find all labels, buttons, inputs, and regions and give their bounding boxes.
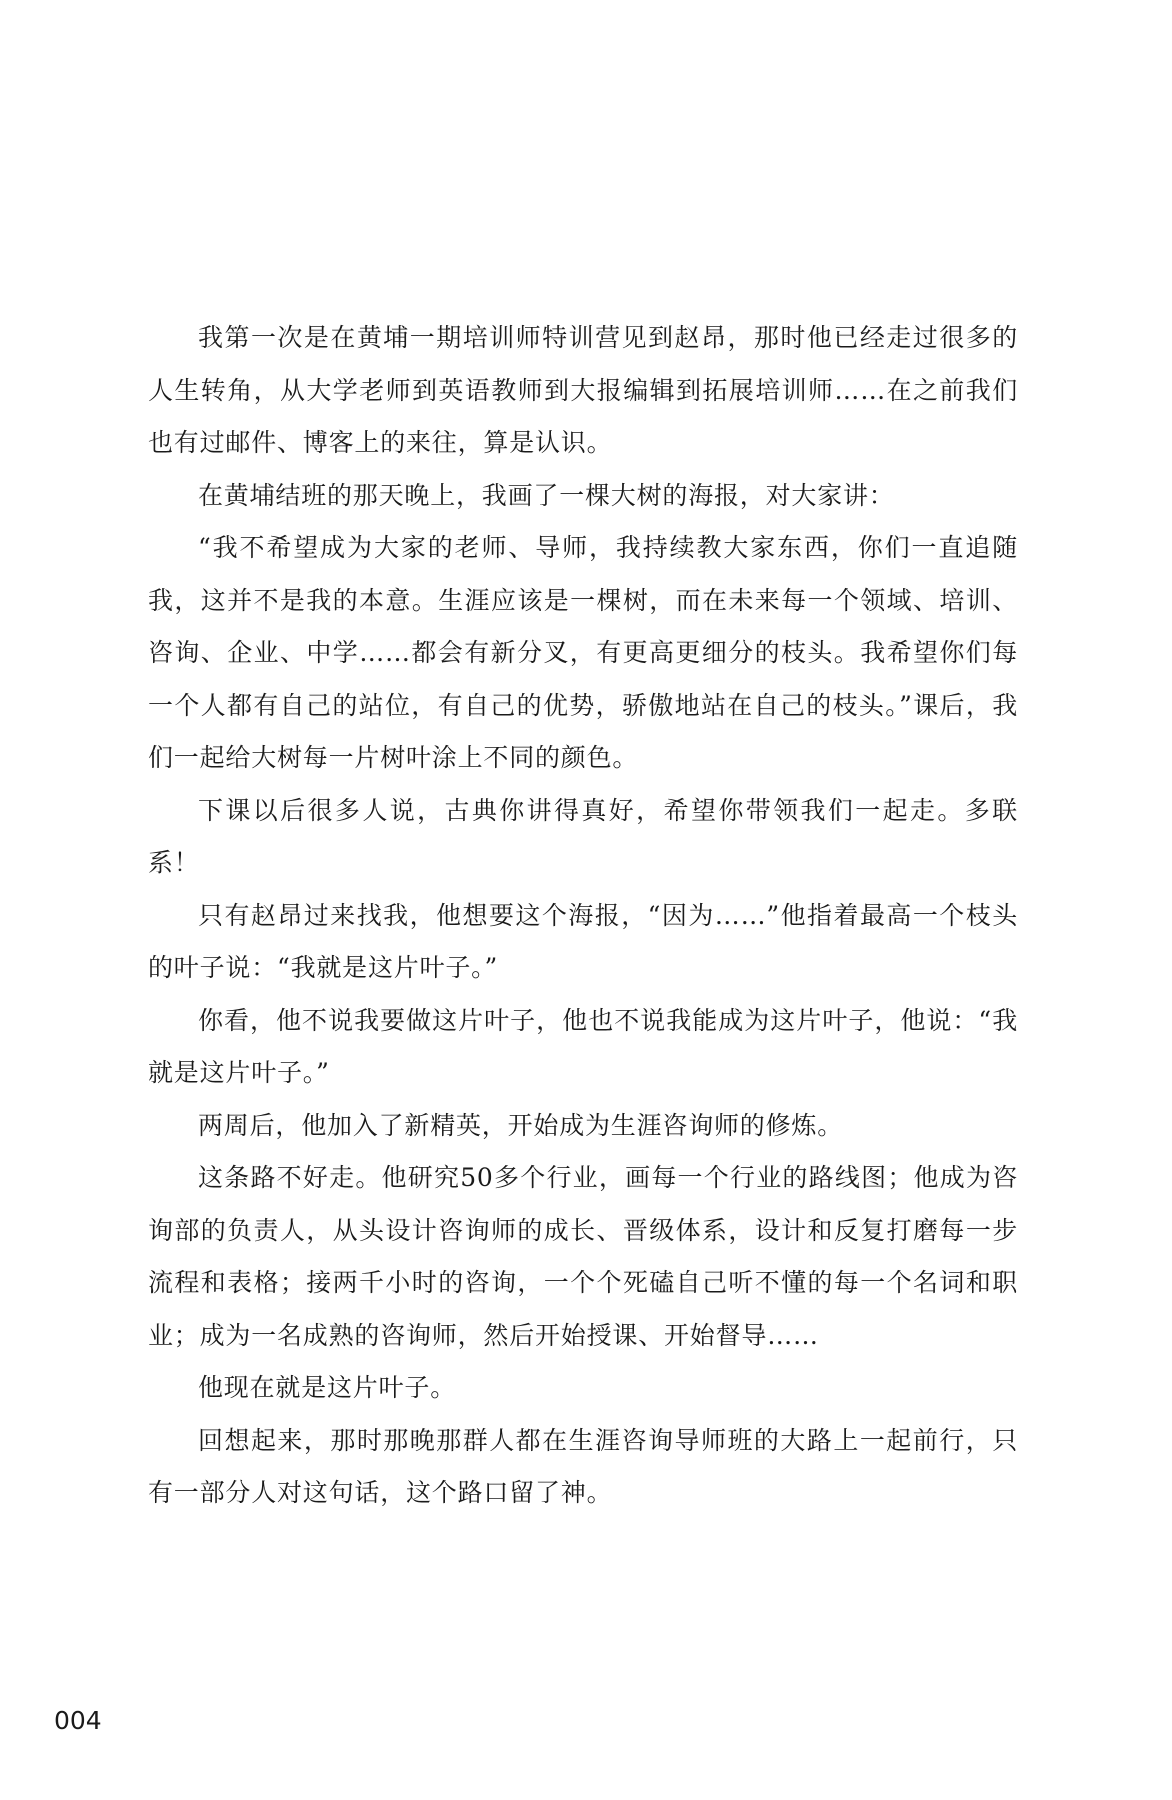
paragraph: 在黄埔结班的那天晚上，我画了一棵大树的海报，对大家讲：	[198, 480, 895, 510]
body-text	[148, 312, 1018, 1520]
paragraph: “我不希望成为大家的老师、导师，我持续教大家东西，你们一直追随我，这并不是我的本意。生涯应该是一棵树，而在未来每一个领域、培训、咨询、企业、中学……都会有新分叉，有更高更细分的枝头。我希望你们每一个人都有自己的站位，有自己的优势，骄傲地站在自己的枝头。”课后，我们一起给大树每一片树叶涂上不同的颜色。	[148, 533, 1018, 772]
paragraph: 只有赵昂过来找我，他想要这个海报，“因为……”他指着最高一个枝头的叶子说：“我就是这片叶子。”	[148, 900, 1018, 982]
paragraph: 他现在就是这片叶子。	[198, 1373, 457, 1402]
page-number: 004	[54, 1706, 102, 1735]
paragraph: 下课以后很多人说，古典你讲得真好，希望你带领我们一起走。多联系！	[148, 795, 1018, 877]
paragraph: 我第一次是在黄埔一期培训师特训营见到赵昂，那时他已经走过很多的人生转角，从大学老师到英语教师到大报编辑到拓展培训师……在之前我们也有过邮件、博客上的来往，算是认识。	[148, 323, 1018, 457]
paragraph: 回想起来，那时那晚那群人都在生涯咨询导师班的大路上一起前行，只有一部分人对这句话，这个路口留了神。	[148, 1425, 1018, 1507]
paragraph: 两周后，他加入了新精英，开始成为生涯咨询师的修炼。	[198, 1110, 844, 1140]
paragraph: 你看，他不说我要做这片叶子，他也不说我能成为这片叶子，他说：“我就是这片叶子。”	[148, 1005, 1018, 1087]
paragraph: 这条路不好走。他研究50多个行业，画每一个行业的路线图；他成为咨询部的负责人，从头设计咨询师的成长、晋级体系，设计和反复打磨每一步流程和表格；接两千小时的咨询，一个个死磕自己听不懂的每一个名词和职业；成为一名成熟的咨询师，然后开始授课、开始督导……	[148, 1163, 1018, 1350]
